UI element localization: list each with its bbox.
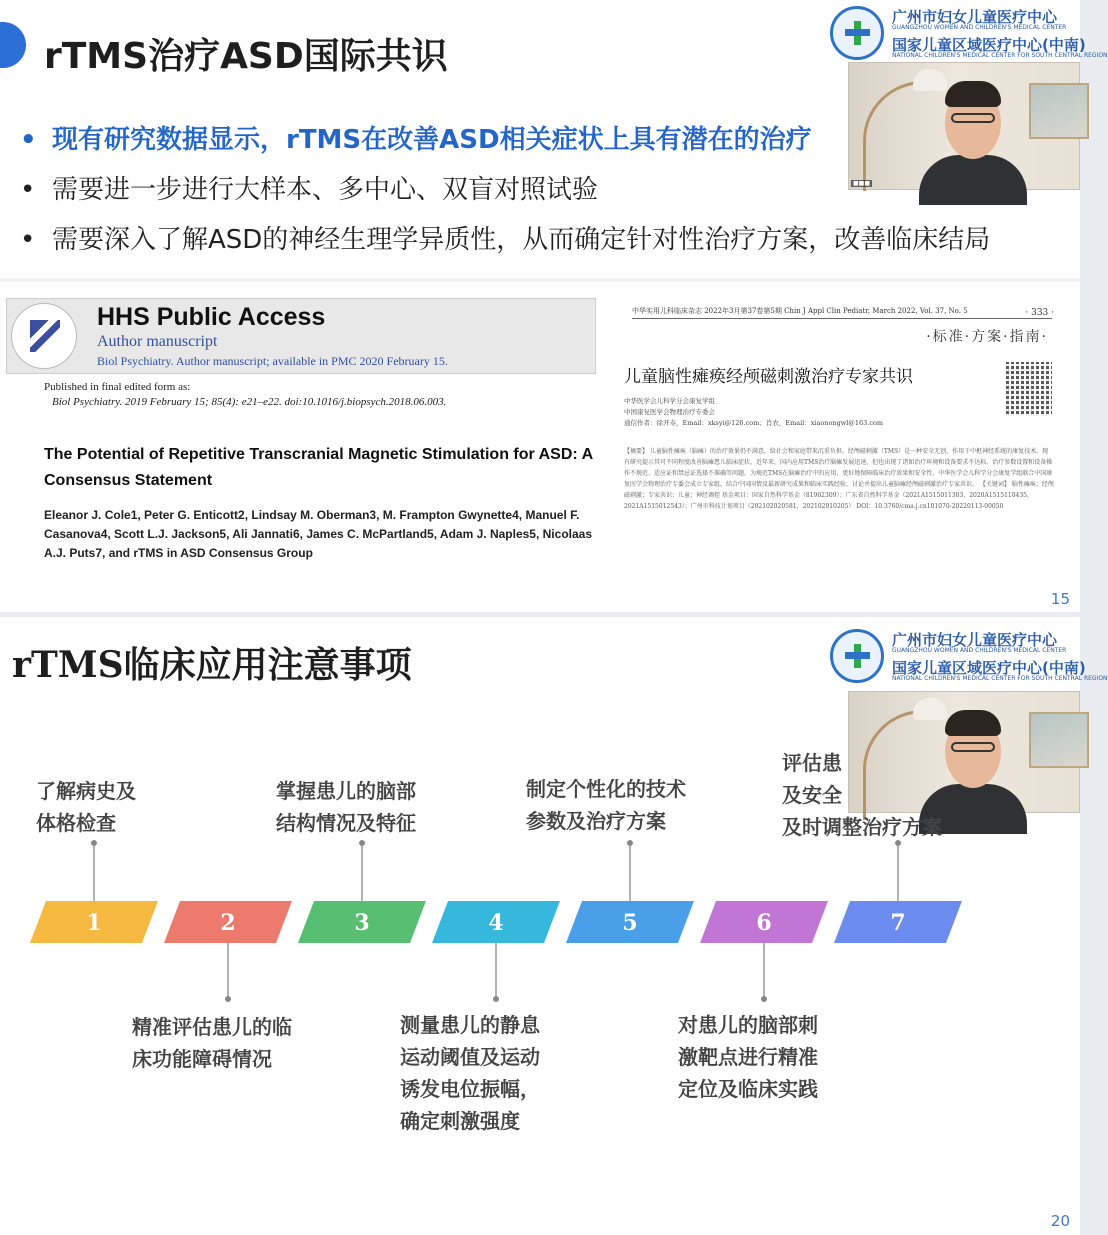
- hospital-name: 广州市妇女儿童医疗中心: [892, 631, 1058, 649]
- step-4-label: [400, 1009, 540, 1137]
- step-7-number: 7: [890, 910, 906, 936]
- chinese-paper-title: 儿童脑性瘫痪经颅磁刺激治疗专家共识: [624, 367, 913, 387]
- author-organizations: 中华医学会儿科学分会康复学组 中国康复医学会物理治疗专委会 通信作者：徐开寿，Email：xksyi@126.com；肖农，Email：xiaonongwl@163.com: [624, 397, 884, 427]
- regional-center-name: 国家儿童区域医疗中心(中南): [892, 659, 1086, 677]
- chinese-paper-excerpt: [612, 298, 1072, 570]
- step-label-line: 测量患儿的静息: [400, 1013, 540, 1037]
- regional-center-name-en: NATIONAL CHILDREN'S MEDICAL CENTER FOR SOUTH CENTRAL REGION: [892, 675, 1108, 682]
- step-connector-dot: [493, 996, 499, 1002]
- step-label-line: 制定个性化的技术: [526, 777, 686, 801]
- hospital-logo: [830, 4, 1108, 64]
- bullet-list: [20, 120, 1060, 270]
- step-2-number: 2: [220, 910, 236, 936]
- step-3-number: 3: [354, 910, 370, 936]
- step-5-number: 5: [622, 910, 638, 936]
- step-label-line: 激靶点进行精准: [678, 1045, 818, 1069]
- step-label-line: 了解病史及: [36, 779, 136, 803]
- bullet-item: • 需要深入了解ASD的神经生理学异质性，从而确定针对性治疗方案，改善临床结局: [20, 225, 991, 255]
- hhs-banner-citation: Biol Psychiatry. Author manuscript; available in PMC 2020 February 15.: [97, 354, 448, 368]
- hospital-name: 广州市妇女儿童医疗中心: [892, 8, 1058, 26]
- step-label-line: 评估患: [782, 751, 842, 775]
- step-label-line: 确定刺激强度: [400, 1109, 520, 1133]
- step-1-number: 1: [86, 910, 102, 936]
- step-2-label: [132, 1011, 292, 1075]
- step-5-label: [526, 773, 686, 837]
- step-6-label: [678, 1009, 818, 1105]
- step-7-label: [782, 747, 942, 843]
- step-label-line: 体格检查: [36, 811, 116, 835]
- hospital-name-en: GUANGZHOU WOMEN AND CHILDREN'S MEDICAL CENTER: [892, 24, 1067, 31]
- step-label-line: 诱发电位振幅，: [400, 1077, 540, 1101]
- step-label-line: 对患儿的脑部刺: [678, 1013, 818, 1037]
- published-info: Published in final edited form as: Biol Psychiatry. 2019 February 15; 85(4): e21–e22. doi:10.1016/j.biopsych.2018.06.003.: [44, 381, 447, 408]
- step-connector-dot: [359, 840, 365, 846]
- hhs-banner-title: HHS Public Access: [97, 303, 326, 331]
- slide-page-number: 15: [1050, 590, 1070, 608]
- hhs-paper-excerpt: [6, 298, 596, 568]
- step-1-label: [36, 775, 136, 839]
- hhs-banner: [6, 298, 596, 374]
- slide-15: [0, 0, 1108, 612]
- section-divider: [0, 278, 1080, 282]
- step-4-number: 4: [488, 910, 504, 936]
- slide-20: [0, 617, 1108, 1235]
- step-label-line: 及安全: [782, 783, 842, 807]
- step-connector-dot: [91, 840, 97, 846]
- hospital-name-en: GUANGZHOU WOMEN AND CHILDREN'S MEDICAL CENTER: [892, 647, 1067, 654]
- step-label-line: 床功能障碍情况: [132, 1047, 272, 1071]
- bullet-item: • 需要进一步进行大样本、多中心、双盲对照试验: [20, 175, 599, 205]
- hhs-eagle-icon: [11, 303, 77, 369]
- paper-title: The Potential of Repetitive Transcranial Magnetic Stimulation for ASD: A Consensus Statement: [44, 446, 593, 489]
- step-3-label: [276, 775, 416, 839]
- step-label-line: 结构情况及特征: [276, 811, 416, 835]
- slide-title: rTMS治疗ASD国际共识: [44, 36, 448, 77]
- regional-center-name-en: NATIONAL CHILDREN'S MEDICAL CENTER FOR SOUTH CENTRAL REGION: [892, 52, 1108, 59]
- step-label-line: 运动阈值及运动: [400, 1045, 540, 1069]
- step-label-line: 定位及临床实践: [678, 1077, 818, 1101]
- paper-authors: Eleanor J. Cole1, Peter G. Enticott2, Lindsay M. Oberman3, M. Frampton Gwynette4, Manuel F. Casanova4, Scott L.J. Jackson5, Ali Jannati6, James C. McPartland5, Adam J. Naples5, Nicolaas A.J. Puts7, and rTMS in ASD Consensus Group: [44, 508, 593, 560]
- article-category: ·标准·方案·指南·: [926, 329, 1048, 345]
- qr-code-icon: [1006, 362, 1052, 416]
- step-connector-dot: [761, 996, 767, 1002]
- title-accent-bar: [0, 22, 26, 68]
- slide-title: rTMS临床应用注意事项: [12, 644, 412, 686]
- chinese-abstract: 【摘要】 儿童脑性瘫痪（脑瘫）的治疗效果仍不满意，给社会和家庭带来沉重负担。经颅磁刺激（TMS）是一种安全无创、作用于中枢神经系统的康复技术，现有研究提示其可不同程度改善脑瘫患儿临床症状。近年来，国内应用TMS治疗脑瘫发展迅速，但也出现了诸如治疗环境和设备要求不达标、治疗参数设置和设备操作不规范、适应证和禁忌证选择不准确等问题。为规范TMS在脑瘫治疗中的应用，更好地保障临床治疗效果和安全性，中华医学会儿科学分会康复学组联合中国康复医学会物理治疗专委会成立专家组，结合中国国情及最新研究成果和临床实践经验，讨论并提出儿童脑瘫经颅磁刺激治疗专家共识。 【关键词】 脑性瘫痪；经颅磁刺激；专家共识；儿童；神经调控 基金项目：国家自然科学基金（81902309）；广东省自然科学基金（2021A1515011303，2020A1515110435，2021A1515012543）；广州市科技计划项目（202102020581，202102010205） DOI：10.3760/cma.j.cn101070-20220113-00050: [624, 448, 1054, 510]
- step-label-line: 参数及治疗方案: [526, 809, 666, 833]
- step-6-number: 6: [756, 910, 772, 936]
- hospital-emblem-icon: [830, 6, 884, 60]
- hhs-banner-subtitle: Author manuscript: [97, 333, 218, 350]
- step-label-line: 掌握患儿的脑部: [276, 779, 416, 803]
- bullet-item: • 现有研究数据显示，rTMS在改善ASD相关症状上具有潜在的治疗: [20, 125, 812, 155]
- video-name-tag: ■■■: [853, 180, 871, 187]
- step-connector-dot: [627, 840, 633, 846]
- regional-center-name: 国家儿童区域医疗中心(中南): [892, 36, 1086, 54]
- journal-header: 中华实用儿科临床杂志 2022年3月第37卷第5期 Chin J Appl Clin Pediatr, March 2022, Vol. 37, No. 5: [632, 306, 1052, 319]
- slide-page-number: 20: [1050, 1212, 1070, 1230]
- journal-page-number: · 333 ·: [1025, 308, 1054, 318]
- step-connector-dot: [225, 996, 231, 1002]
- step-label-line: 及时调整治疗方案: [782, 815, 942, 839]
- step-label-line: 精准评估患儿的临: [132, 1015, 292, 1039]
